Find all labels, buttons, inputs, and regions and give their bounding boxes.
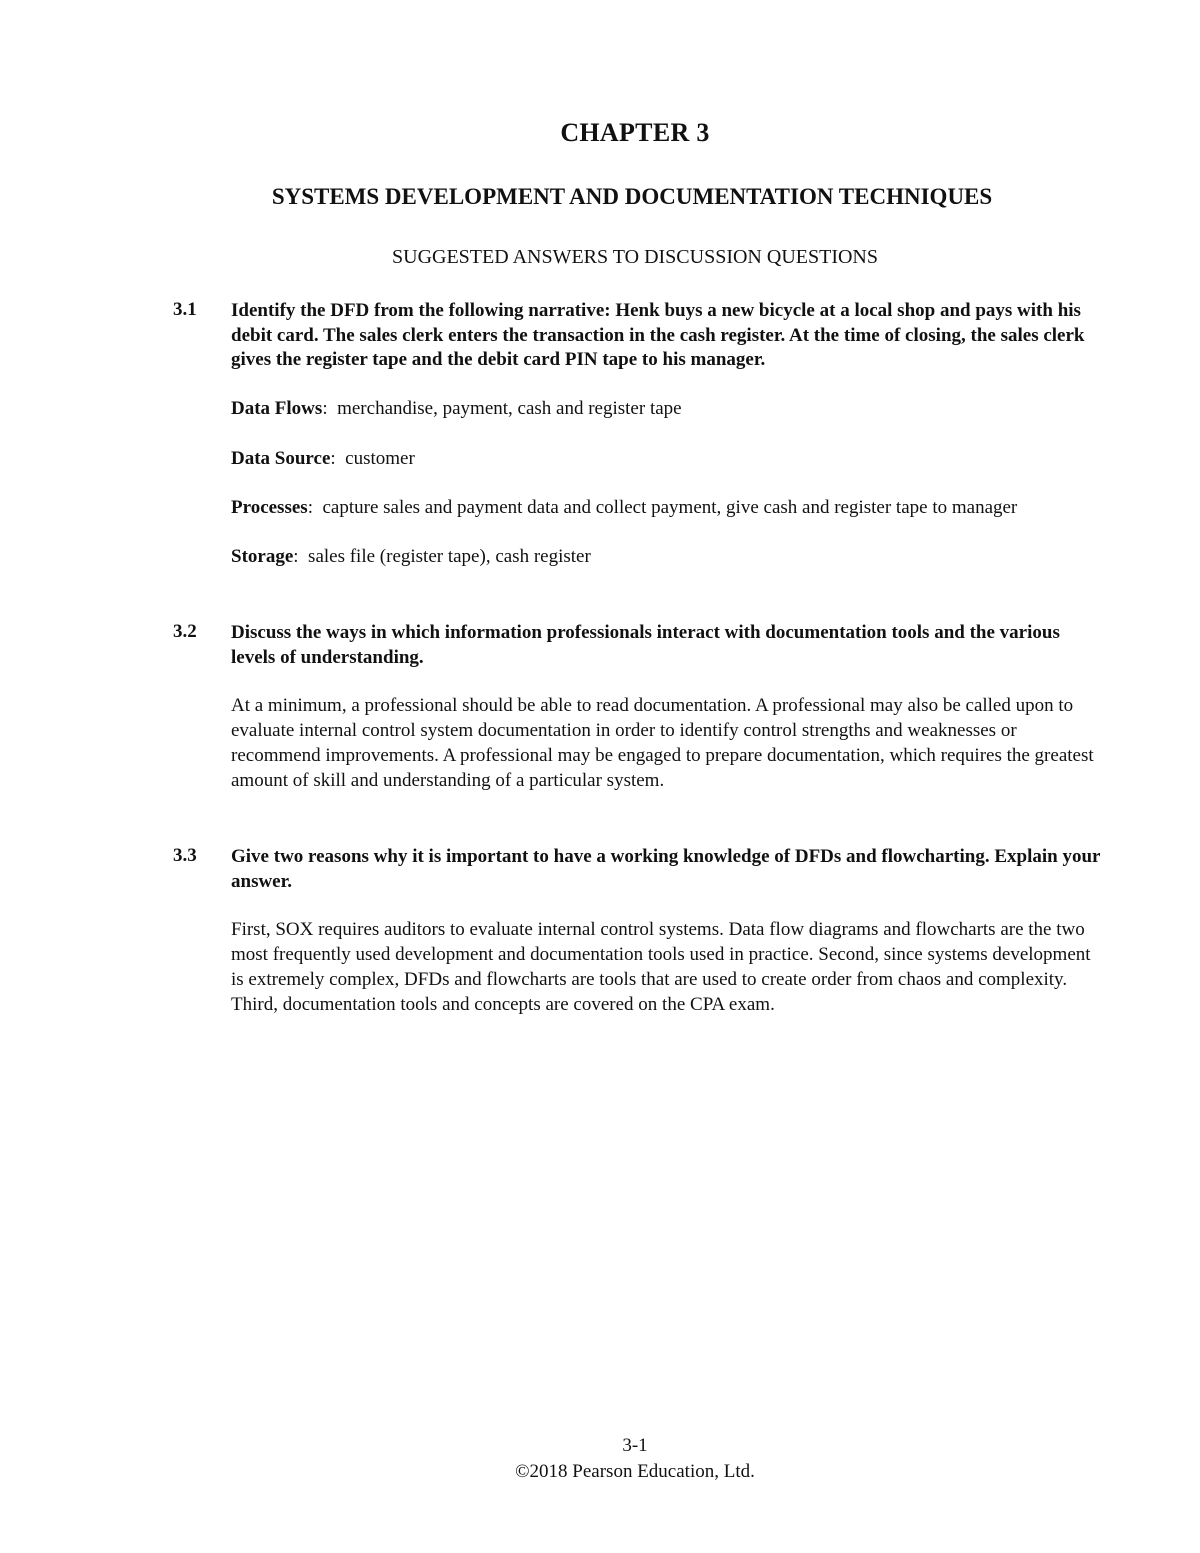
question-number: 3.1: [173, 299, 197, 320]
answer-item-text: merchandise, payment, cash and register tape: [337, 398, 682, 420]
answer-item-label: Storage: [231, 546, 294, 568]
answer-item-data-flows: Data Flows: merchandise, payment, cash and register tape: [231, 398, 682, 420]
question-block-3-1: [173, 299, 1103, 570]
answer-block: [231, 694, 1103, 793]
copyright-notice: ©2018 Pearson Education, Ltd.: [515, 1461, 755, 1482]
answer-item-label: Data Source: [231, 447, 331, 469]
answer-paragraph: First, SOX requires auditors to evaluate internal control systems. Data flow diagrams and flowcharts are the two most frequently used development and documentation tools used in practice. Second, since systems development is extremely complex, DFDs and flowcharts are tools that are used to create order from chaos and complexity. Third, documentation tools and concepts are covered on the CPA exam.: [231, 919, 1091, 1015]
section-heading: SUGGESTED ANSWERS TO DISCUSSION QUESTIONS: [392, 246, 878, 268]
page-number: 3-1: [622, 1435, 648, 1456]
question-number: 3.3: [173, 845, 197, 866]
answer-item-text: sales file (register tape), cash register: [308, 546, 591, 568]
answer-block: [231, 918, 1103, 1017]
answer-item-label: Data Flows: [231, 398, 323, 420]
document-subtitle: SYSTEMS DEVELOPMENT AND DOCUMENTATION TECHNIQUES: [271, 184, 993, 209]
answer-item-processes: Processes: capture sales and payment data and collect payment, give cash and register tape to manager: [231, 496, 1018, 518]
answer-item-storage: Storage: sales file (register tape), cash register: [231, 546, 591, 568]
question-text: Give two reasons why it is important to have a working knowledge of DFDs and flowcharting. Explain your answer.: [231, 846, 1101, 892]
answer-block: [231, 397, 1103, 570]
chapter-title: CHAPTER 3: [560, 118, 710, 147]
answer-paragraph: At a minimum, a professional should be able to read documentation. A professional may also be called upon to evaluate internal control system documentation in order to identify control strengths and weaknesses or recommend improvements. A professional may be engaged to prepare documentation, which requires the greatest amount of skill and understanding of a particular system.: [231, 695, 1094, 791]
answer-item-text: customer: [345, 447, 415, 469]
answer-item-data-source: Data Source: customer: [231, 447, 415, 469]
answer-item-text: capture sales and payment data and collect payment, give cash and register tape to manager: [322, 496, 1018, 518]
question-block-3-2: [173, 621, 1103, 793]
question-text: Identify the DFD from the following narrative: Henk buys a new bicycle at a local shop and pays with his debit card. The sales clerk enters the transaction in the cash register. At the time of closing, the sales clerk gives the register tape and the debit card PIN tape to his manager.: [231, 300, 1085, 371]
question-number: 3.2: [173, 621, 197, 642]
answer-item-label: Processes: [231, 496, 308, 518]
question-text: Discuss the ways in which information professionals interact with documentation tools and the various levels of understanding.: [231, 622, 1060, 668]
question-block-3-3: [173, 845, 1103, 1017]
